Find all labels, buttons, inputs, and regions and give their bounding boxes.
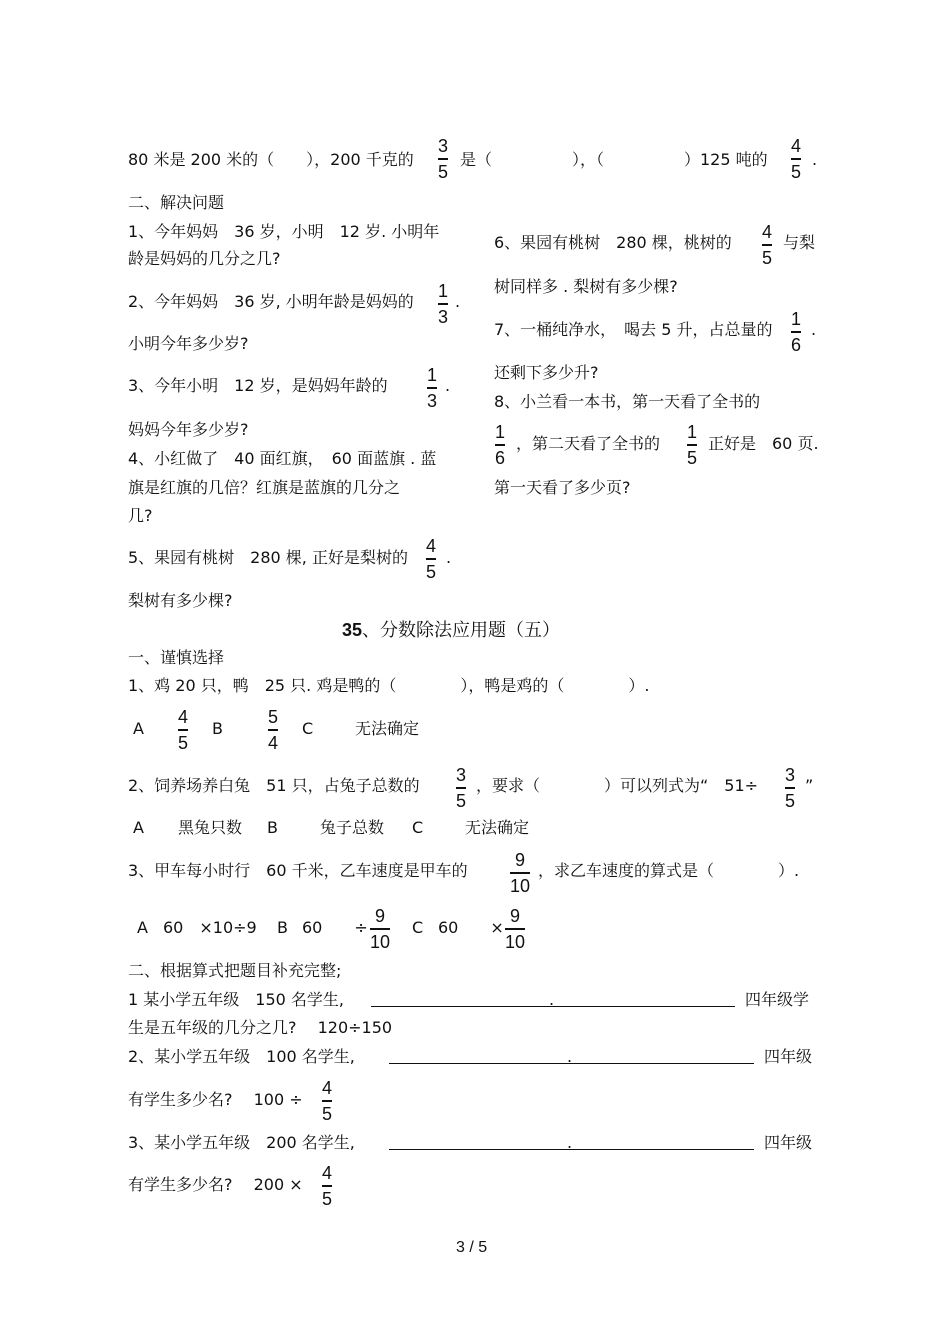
- blank-dot: .: [567, 1133, 573, 1152]
- question-text: ，求乙车速度的算式是（ ）.: [538, 861, 800, 880]
- fraction: 4 5: [426, 536, 437, 582]
- problem-text: 有学生多少名? 100 ÷: [128, 1090, 303, 1109]
- fraction: 1 6: [791, 309, 802, 355]
- fraction: 1 3: [438, 281, 449, 327]
- option-label: C: [412, 918, 424, 937]
- option-label: B: [267, 818, 278, 837]
- option-text: 60 ×: [438, 918, 504, 937]
- question-text: 1、鸡 20 只，鸭 25 只. 鸡是鸭的（ ），鸭是鸡的（ ）.: [128, 676, 650, 695]
- problem-text: 四年级学: [745, 990, 810, 1009]
- fraction: 4 5: [762, 222, 773, 268]
- fraction: 9 10: [505, 906, 526, 952]
- problem-text: 4、小红做了 40 面红旗， 60 面蓝旗 . 蓝: [128, 449, 437, 468]
- problem-text: 妈妈今年多少岁?: [128, 420, 249, 439]
- problem-text: 有学生多少名? 200 ×: [128, 1175, 303, 1194]
- question-text: 2、饲养场养白兔 51 只，占兔子总数的: [128, 776, 420, 795]
- fraction: 4 5: [322, 1078, 333, 1124]
- section-title: 35、分数除法应用题（五）: [342, 620, 561, 641]
- option-label: B: [212, 719, 223, 738]
- question-text: 3、甲车每小时行 60 千米，乙车速度是甲车的: [128, 861, 468, 880]
- fraction: 1 6: [495, 422, 506, 468]
- problem-text: 5、果园有桃树 280 棵, 正好是梨树的: [128, 548, 408, 567]
- problem-text: 6、果园有桃树 280 棵，桃树的: [494, 233, 732, 252]
- fraction: 4 5: [322, 1163, 333, 1209]
- top-line-part2: 是（ ），（ ）125 吨的: [460, 150, 768, 169]
- problem-text: 梨树有多少棵?: [128, 591, 233, 610]
- option-text: 无法确定: [465, 818, 530, 837]
- option-text: 60 ÷: [302, 918, 368, 937]
- option-text: 无法确定: [355, 719, 420, 738]
- period: .: [455, 292, 461, 311]
- problem-text: 小明今年多少岁?: [128, 334, 249, 353]
- fraction: 1 3: [427, 365, 438, 411]
- fraction: 1 5: [687, 422, 698, 468]
- problem-text: 2、今年妈妈 36 岁, 小明年龄是妈妈的: [128, 292, 414, 311]
- section-heading: 二、解决问题: [128, 193, 225, 212]
- fraction: 3 5: [456, 765, 467, 811]
- section-heading: 一、谨慎选择: [128, 648, 225, 667]
- fraction: 3 5: [438, 136, 449, 182]
- page-number: 3 / 5: [456, 1239, 488, 1256]
- problem-text: 1、今年妈妈 36 岁，小明 12 岁. 小明年: [128, 222, 440, 241]
- question-text: ”: [805, 776, 814, 795]
- problem-text: 生是五年级的几分之几? 120÷150: [128, 1018, 393, 1037]
- problem-text: 几?: [128, 506, 153, 525]
- option-label: C: [302, 719, 314, 738]
- fraction: 9 10: [510, 850, 531, 896]
- option-label: A: [133, 818, 144, 837]
- fraction: 4 5: [791, 136, 802, 182]
- problem-text: 四年级: [764, 1133, 813, 1152]
- problem-text: 第一天看了多少页?: [494, 478, 631, 497]
- period: .: [445, 376, 451, 395]
- problem-text: ，第二天看了全书的: [516, 434, 661, 453]
- option-text: 黑兔只数: [178, 818, 243, 837]
- option-label: C: [412, 818, 424, 837]
- period: .: [812, 150, 818, 169]
- problem-text: 与梨: [783, 233, 816, 252]
- period: .: [446, 548, 452, 567]
- fraction: 5 4: [268, 707, 279, 753]
- problem-text: 3、某小学五年级 200 名学生,: [128, 1133, 355, 1152]
- option-text: 60 ×10÷9: [163, 918, 257, 937]
- fraction: 3 5: [785, 765, 796, 811]
- problem-text: 还剩下多少升?: [494, 363, 599, 382]
- problem-text: 树同样多 . 梨树有多少棵?: [494, 277, 678, 296]
- fraction: 9 10: [370, 906, 391, 952]
- problem-text: 四年级: [764, 1047, 813, 1066]
- problem-text: 1 某小学五年级 150 名学生,: [128, 990, 344, 1009]
- problem-text: 8、小兰看一本书，第一天看了全书的: [494, 392, 761, 411]
- problem-text: 龄是妈妈的几分之几?: [128, 249, 281, 268]
- option-label: A: [137, 918, 148, 937]
- problem-text: 旗是红旗的几倍？红旗是蓝旗的几分之: [128, 478, 401, 497]
- option-text: 兔子总数: [320, 818, 385, 837]
- problem-text: 正好是 60 页.: [708, 434, 819, 453]
- problem-text: 7、一桶纯净水， 喝去 5 升，占总量的: [494, 320, 773, 339]
- question-text: ，要求（ ）可以列式为“ 51÷: [476, 776, 759, 795]
- fraction: 4 5: [178, 707, 189, 753]
- top-line-part1: 80 米是 200 米的（ ），200 千克的: [128, 150, 414, 169]
- blank-dot: .: [549, 990, 555, 1009]
- option-label: B: [277, 918, 288, 937]
- blank-dot: .: [567, 1047, 573, 1066]
- period: .: [811, 320, 817, 339]
- problem-text: 3、今年小明 12 岁，是妈妈年龄的: [128, 376, 388, 395]
- section-heading: 二、根据算式把题目补充完整;: [128, 961, 342, 980]
- problem-text: 2、某小学五年级 100 名学生,: [128, 1047, 355, 1066]
- option-label: A: [133, 719, 144, 738]
